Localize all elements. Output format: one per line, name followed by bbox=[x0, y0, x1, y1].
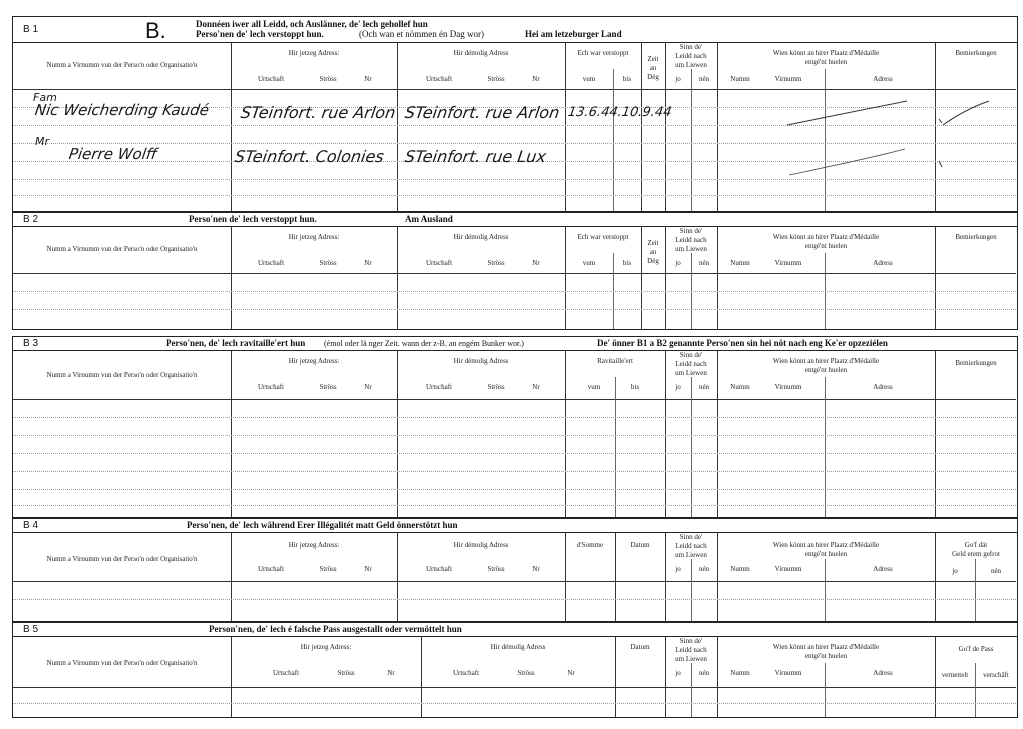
b5-former-street-header: Ströss bbox=[517, 669, 535, 677]
b1-former-nr-header: Nr bbox=[532, 75, 540, 83]
b1-hidden-header: Ech war verstoppt bbox=[577, 49, 629, 57]
b1-medal-name-header: Numm bbox=[730, 75, 750, 83]
b3-name-header: Numm a Virnumm vun der Perso'n oder Organisatio'n bbox=[46, 371, 198, 379]
b3-former-locality-header: Urtschaft bbox=[425, 383, 453, 391]
b1-locality-header: Urtschaft bbox=[257, 75, 285, 83]
b2-current-address-header: Hir jetzeg Adress: bbox=[288, 233, 340, 241]
intro-line-2c: Hei am letzeburger Land bbox=[525, 29, 622, 39]
b2-no-header: nén bbox=[698, 259, 710, 267]
intro-line-2b: (Och wan et nömmen én Dag wor) bbox=[359, 29, 484, 39]
b4-locality-header: Urtschaft bbox=[257, 565, 285, 573]
b4-date-header: Datum bbox=[630, 541, 650, 549]
b5-former-address-header: Hir démolig Adress bbox=[490, 643, 546, 651]
b4-medal-name-header: Numm bbox=[730, 565, 750, 573]
b5-current-address-header: Hir jetzeg Adress: bbox=[300, 643, 352, 651]
b4-medal-header-2: entgé'nt huelen bbox=[804, 550, 848, 558]
b4-sum-header: d'Somme bbox=[576, 541, 604, 549]
b3-medal-header-2: entgé'nt huelen bbox=[804, 366, 848, 374]
b1-yes-header: jo bbox=[675, 75, 681, 83]
b3-medal-address-header: Adress bbox=[873, 383, 893, 391]
b5-sick-header-2: Leidd nach bbox=[675, 646, 707, 654]
b2-medal-header-2: entgé'nt huelen bbox=[804, 242, 848, 250]
b3-locality-header: Urtschaft bbox=[257, 383, 285, 391]
b3-medal-header-1: Wien könnt an hirer Plaatz d'Médaille bbox=[772, 357, 880, 365]
b4-no-header: nén bbox=[698, 565, 710, 573]
b3-yes-header: jo bbox=[675, 383, 681, 391]
b3-medal-first-header: Virnumm bbox=[774, 383, 802, 391]
section-b2-title: Perso'nen de' lech verstoppt hun. bbox=[189, 214, 317, 224]
b3-sick-header-2: Leidd nach bbox=[675, 360, 707, 368]
b1-medal-header-2: entgé'nt huelen bbox=[804, 58, 848, 66]
b4-street-header: Ströss bbox=[319, 565, 337, 573]
b4-yes-header: jo bbox=[675, 565, 681, 573]
section-b5-id: B 5 bbox=[23, 624, 39, 635]
b1-from-header: vum bbox=[582, 75, 596, 83]
b2-sick-header-2: Leidd nach bbox=[675, 236, 707, 244]
b5-yes-header: jo bbox=[675, 669, 681, 677]
b1-remarks-header: Bemierkungen bbox=[955, 49, 997, 57]
b3-current-address-header: Hir jetzeg Adress: bbox=[288, 357, 340, 365]
b2-to-header: bis bbox=[622, 259, 632, 267]
section-b3 bbox=[12, 336, 1018, 518]
b2-sick-header-1: Sinn de' bbox=[679, 227, 703, 235]
b5-burned-header: verschâft bbox=[983, 671, 1009, 679]
b5-medal-header-2: entgé'nt huelen bbox=[804, 652, 848, 660]
b2-remarks-header: Bemierkungen bbox=[955, 233, 997, 241]
b4-money-no: nén bbox=[990, 567, 1002, 575]
intro-line-1: Donnéen iwer all Leidd, och Auslänner, de' lech gehollef hun bbox=[196, 19, 428, 29]
b2-former-locality-header: Urtschaft bbox=[425, 259, 453, 267]
b2-medal-name-header: Numm bbox=[730, 259, 750, 267]
b2-yes-header: jo bbox=[675, 259, 681, 267]
b1-former-address-header: Hir démolig Adress bbox=[453, 49, 509, 57]
b3-nr-header: Nr bbox=[364, 383, 372, 391]
section-b1 bbox=[12, 16, 1018, 212]
handwritten-prefix-1: Fam bbox=[33, 91, 57, 104]
b1-medal-header-1: Wien könnt an hirer Plaatz d'Médaille bbox=[772, 49, 880, 57]
b4-medal-first-header: Virnumm bbox=[774, 565, 802, 573]
b3-street-header: Ströss bbox=[319, 383, 337, 391]
b3-sick-header-3: um Liewen bbox=[675, 369, 707, 377]
b5-medal-address-header: Adress bbox=[873, 669, 893, 677]
b1-time-header-3: Dég bbox=[647, 73, 659, 81]
b2-nr-header: Nr bbox=[364, 259, 372, 267]
b4-former-locality-header: Urtschaft bbox=[425, 565, 453, 573]
section-b5-title: Person'nen, de' lech é falsche Pass ausgestallt oder vermöttelt hun bbox=[209, 624, 462, 634]
b4-money-header-1: Go'f dät bbox=[964, 541, 988, 549]
b3-no-header: nén bbox=[698, 383, 710, 391]
b5-former-locality-header: Urtschaft bbox=[452, 669, 480, 677]
b4-former-nr-header: Nr bbox=[532, 565, 540, 573]
b2-sick-header-3: um Liewen bbox=[675, 245, 707, 253]
b4-nr-header: Nr bbox=[364, 565, 372, 573]
b1-medal-first-header: Virnumm bbox=[774, 75, 802, 83]
b4-name-header: Numm a Virnumm vun der Perso'n oder Organisatio'n bbox=[46, 555, 198, 563]
b5-medal-header-1: Wien könnt an hirer Plaatz d'Médaille bbox=[772, 643, 880, 651]
b2-name-header: Numm a Virnumm vun der Perso'n oder Organisatio'n bbox=[46, 245, 198, 253]
handwritten-name-2: Pierre Wolff bbox=[67, 145, 159, 163]
b1-name-header: Numm a Virnumm vun der Perso'n oder Organisatio'n bbox=[46, 61, 198, 69]
b1-time-header-1: Zeit bbox=[647, 55, 659, 63]
section-b1-id: B 1 bbox=[23, 24, 39, 35]
handwritten-former-address-2: STeinfort. rue Lux bbox=[403, 147, 548, 166]
handwritten-prefix-2: Mr bbox=[35, 135, 50, 148]
section-b3-id: B 3 bbox=[23, 338, 39, 349]
b5-destroyed-header: vernettelt bbox=[941, 671, 969, 679]
b1-no-header: nén bbox=[698, 75, 710, 83]
b5-nr-header: Nr bbox=[387, 669, 395, 677]
b4-current-address-header: Hir jetzeg Adress: bbox=[288, 541, 340, 549]
b4-money-yes: jo bbox=[952, 567, 958, 575]
section-b3-notice: De' önner B1 a B2 genannte Perso'nen sin hei nöt nach eng Ke'er opzeziélen bbox=[597, 338, 888, 348]
b5-former-nr-header: Nr bbox=[567, 669, 575, 677]
b4-medal-header-1: Wien könnt an hirer Plaatz d'Médaille bbox=[772, 541, 880, 549]
b3-from-header: vum bbox=[587, 383, 601, 391]
b3-remarks-header: Bemierkungen bbox=[955, 359, 997, 367]
b1-time-header-2: an bbox=[649, 64, 657, 72]
b5-sick-header-3: um Liewen bbox=[675, 655, 707, 663]
b1-sick-header-3: um Liewen bbox=[675, 61, 707, 69]
b4-former-street-header: Ströss bbox=[487, 565, 505, 573]
b5-pass-header: Go'f de Pass bbox=[958, 645, 994, 653]
b1-sick-header-1: Sinn de' bbox=[679, 43, 703, 51]
b2-from-header: vum bbox=[582, 259, 596, 267]
pen-strike-marks bbox=[717, 89, 1016, 189]
b5-street-header: Ströss bbox=[337, 669, 355, 677]
section-b4-title: Perso'nen, de' lech während Erer Illégalitét matt Geld önnerstötzt hun bbox=[187, 520, 458, 530]
b2-medal-first-header: Virnumm bbox=[774, 259, 802, 267]
b3-to-header: bis bbox=[630, 383, 640, 391]
b1-street-header: Ströss bbox=[319, 75, 337, 83]
section-b2-abroad: Am Ausland bbox=[405, 214, 453, 224]
handwritten-address-2: STeinfort. Colonies bbox=[233, 147, 386, 166]
b2-former-address-header: Hir démolig Adress bbox=[453, 233, 509, 241]
b2-time-header-1: Zeit bbox=[647, 239, 659, 247]
b1-former-street-header: Ströss bbox=[487, 75, 505, 83]
b5-sick-header-1: Sinn de' bbox=[679, 637, 703, 645]
b1-medal-address-header: Adress bbox=[873, 75, 893, 83]
b3-former-street-header: Ströss bbox=[487, 383, 505, 391]
b3-former-nr-header: Nr bbox=[532, 383, 540, 391]
b2-former-nr-header: Nr bbox=[532, 259, 540, 267]
b2-time-header-3: Dég bbox=[647, 257, 659, 265]
section-b4 bbox=[12, 518, 1018, 622]
b1-sick-header-2: Leidd nach bbox=[675, 52, 707, 60]
b3-former-address-header: Hir démolig Adress bbox=[453, 357, 509, 365]
handwritten-address-1: STeinfort. rue Arlon bbox=[239, 103, 397, 122]
b4-sick-header-2: Leidd nach bbox=[675, 542, 707, 550]
b2-locality-header: Urtschaft bbox=[257, 259, 285, 267]
handwritten-former-address-1: STeinfort. rue Arlon bbox=[403, 103, 561, 122]
b5-medal-first-header: Virnumm bbox=[774, 669, 802, 677]
section-b3-title: Perso'nen, de' lech ravitaille'ert hun bbox=[166, 338, 306, 348]
b5-name-header: Numm a Virnumm vun der Perso'n oder Organisatio'n bbox=[46, 659, 198, 667]
b2-hidden-header: Ech war verstoppt bbox=[577, 233, 629, 241]
b1-to-header: bis bbox=[622, 75, 632, 83]
handwritten-name-1: Nic Weicherding Kaudé bbox=[33, 101, 211, 119]
b2-medal-address-header: Adress bbox=[873, 259, 893, 267]
b5-no-header: nén bbox=[698, 669, 710, 677]
b3-sick-header-1: Sinn de' bbox=[679, 351, 703, 359]
handwritten-dates-1: 13.6.44.10.9.44 bbox=[566, 105, 673, 120]
intro-line-2a: Perso'nen de' lech verstoppt hun. bbox=[196, 29, 324, 39]
section-b2-id: B 2 bbox=[23, 214, 39, 225]
section-b4-id: B 4 bbox=[23, 520, 39, 531]
b5-medal-name-header: Numm bbox=[730, 669, 750, 677]
b4-former-address-header: Hir démolig Adress bbox=[453, 541, 509, 549]
section-b3-note: (émol oder lä nger Zeit. wann der z-B. an engém Bunker wor.) bbox=[324, 339, 524, 348]
section-b2 bbox=[12, 212, 1018, 330]
b2-medal-header-1: Wien könnt an hirer Plaatz d'Médaille bbox=[772, 233, 880, 241]
b3-medal-name-header: Numm bbox=[730, 383, 750, 391]
b2-street-header: Ströss bbox=[319, 259, 337, 267]
b4-money-header-2: Geld erem gefrot bbox=[952, 550, 1000, 558]
b2-former-street-header: Ströss bbox=[487, 259, 505, 267]
b5-date-header: Datum bbox=[630, 643, 650, 651]
form-letter: B. bbox=[145, 18, 166, 43]
b1-nr-header: Nr bbox=[364, 75, 372, 83]
b1-former-locality-header: Urtschaft bbox=[425, 75, 453, 83]
b2-time-header-2: an bbox=[649, 248, 657, 256]
b4-medal-address-header: Adress bbox=[873, 565, 893, 573]
b3-supplied-header: Ravitaille'ert bbox=[597, 357, 633, 365]
b4-sick-header-3: um Liewen bbox=[675, 551, 707, 559]
b1-current-address-header: Hir jetzeg Adress: bbox=[288, 49, 340, 57]
b4-sick-header-1: Sinn de' bbox=[679, 533, 703, 541]
section-b5 bbox=[12, 622, 1018, 718]
b5-locality-header: Urtschaft bbox=[272, 669, 300, 677]
